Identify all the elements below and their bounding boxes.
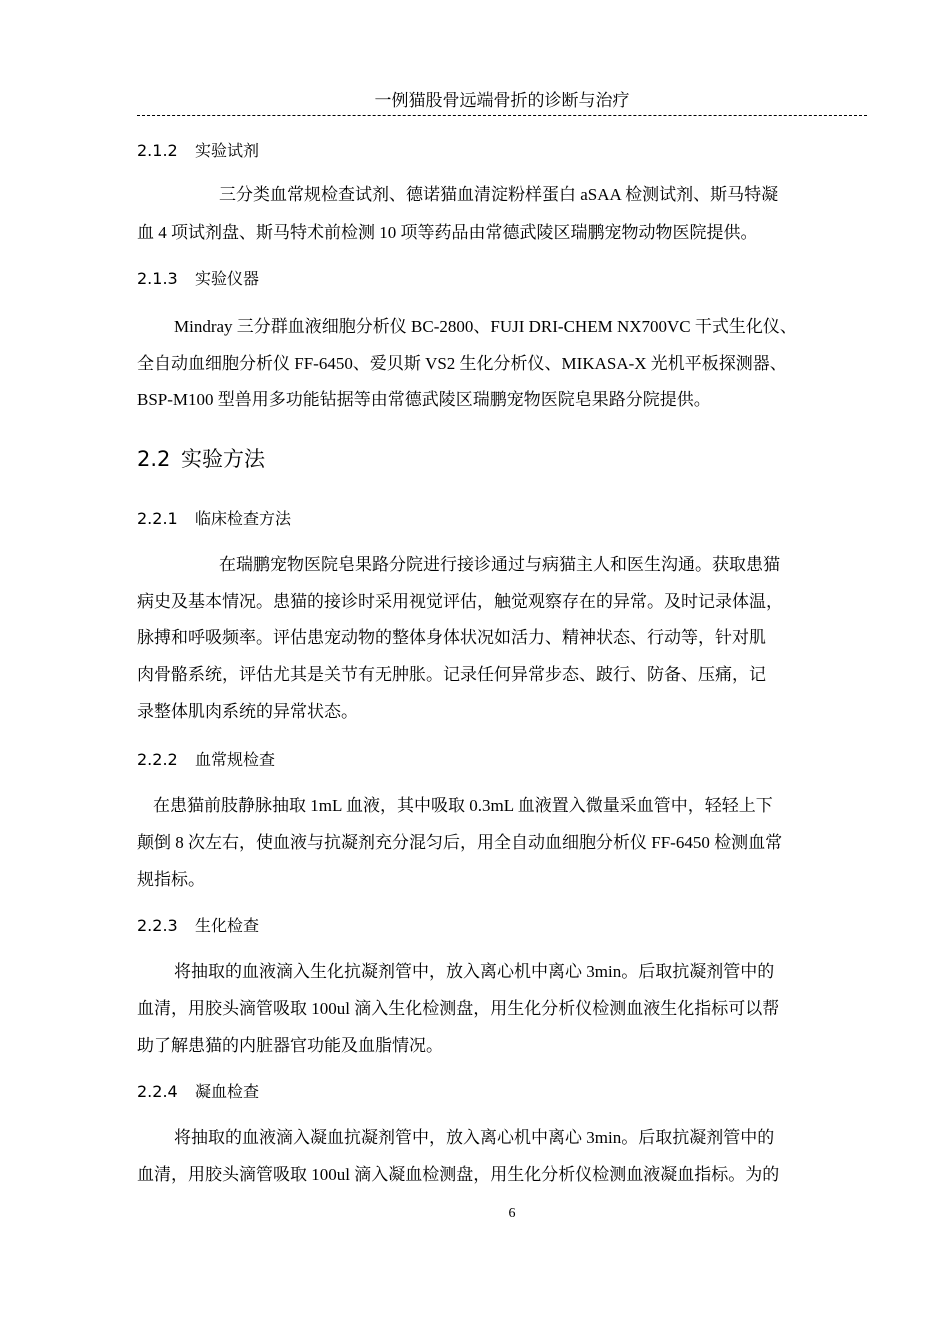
section-title: 凝血检查 <box>195 1082 260 1101</box>
section-heading-2-2-4 <box>137 1080 259 1104</box>
section-heading-2-2-3 <box>137 914 259 938</box>
section-heading-2-1-3 <box>137 267 259 291</box>
section-number: 2.1.2 <box>137 141 178 160</box>
section-title: 血常规检查 <box>195 750 276 769</box>
paragraph-line: 颠倒 8 次左右，使血液与抗凝剂充分混匀后，用全自动血细胞分析仪 FF-6450 检测血常 <box>137 833 783 852</box>
paragraph-line: 病史及基本情况。患猫的接诊时采用视觉评估，触觉观察存在的异常。及时记录体温， <box>137 592 783 611</box>
paragraph-line: 在瑞鹏宠物医院皂果路分院进行接诊通过与病猫主人和医生沟通。获取患猫 <box>219 555 780 574</box>
section-title: 实验仪器 <box>195 269 260 288</box>
section-title: 实验试剂 <box>195 141 260 160</box>
paragraph-line: 将抽取的血液滴入生化抗凝剂管中，放入离心机中离心 3min。后取抗凝剂管中的 <box>174 962 775 981</box>
paragraph-line: Mindray 三分群血液细胞分析仪 BC-2800、FUJI DRI-CHEM NX700VC 干式生化仪、 <box>174 317 797 336</box>
paragraph-line: 血清，用胶头滴管吸取 100ul 滴入凝血检测盘，用生化分析仪检测血液凝血指标。为的 <box>137 1165 780 1184</box>
paragraph-line: 助了解患猫的内脏器官功能及血脂情况。 <box>137 1036 443 1055</box>
section-number: 2.2.3 <box>137 916 178 935</box>
paragraph-line: 将抽取的血液滴入凝血抗凝剂管中，放入离心机中离心 3min。后取抗凝剂管中的 <box>174 1128 775 1147</box>
page-number: 6 <box>508 1206 516 1221</box>
section-heading-2-2-2 <box>137 748 275 772</box>
section-heading-2-1-2 <box>137 139 259 163</box>
section-title: 临床检查方法 <box>195 509 292 528</box>
section-title: 生化检查 <box>195 916 260 935</box>
section-heading-2-2-1 <box>137 507 291 531</box>
section-number: 2.2.4 <box>137 1082 178 1101</box>
paragraph-line: 脉搏和呼吸频率。评估患宠动物的整体身体状况如活力、精神状态、行动等，针对肌 <box>137 628 766 647</box>
paragraph-line: 血 4 项试剂盘、斯马特术前检测 10 项等药品由常德武陵区瑞鹏宠物动物医院提供。 <box>137 223 758 242</box>
section-heading-2-2 <box>137 444 265 474</box>
paragraph-line: 全自动血细胞分析仪 FF-6450、爱贝斯 VS2 生化分析仪、MIKASA-X 光机平板探测器、 <box>137 354 787 373</box>
paragraph-line: 规指标。 <box>137 870 205 889</box>
section-number: 2.2.1 <box>137 509 178 528</box>
section-title: 实验方法 <box>181 447 265 471</box>
section-number: 2.2.2 <box>137 750 178 769</box>
paragraph-line: 三分类血常规检查试剂、德诺猫血清淀粉样蛋白 aSAA 检测试剂、斯马特凝 <box>219 185 779 204</box>
paragraph-line: BSP-M100 型兽用多功能钻据等由常德武陵区瑞鹏宠物医院皂果路分院提供。 <box>137 390 711 409</box>
paragraph-line: 在患猫前肢静脉抽取 1mL 血液，其中吸取 0.3mL 血液置入微量采血管中，轻轻上下 <box>153 796 773 815</box>
paragraph-line: 肉骨骼系统，评估尤其是关节有无肿胀。记录任何异常步态、跛行、防备、压痛，记 <box>137 665 766 684</box>
paragraph-line: 血清，用胶头滴管吸取 100ul 滴入生化检测盘，用生化分析仪检测血液生化指标可以帮 <box>137 999 780 1018</box>
section-number: 2.1.3 <box>137 269 178 288</box>
running-header: 一例猫股骨远端骨折的诊断与治疗 <box>137 88 867 116</box>
section-number: 2.2 <box>137 447 171 471</box>
paragraph-line: 录整体肌肉系统的异常状态。 <box>137 702 358 721</box>
